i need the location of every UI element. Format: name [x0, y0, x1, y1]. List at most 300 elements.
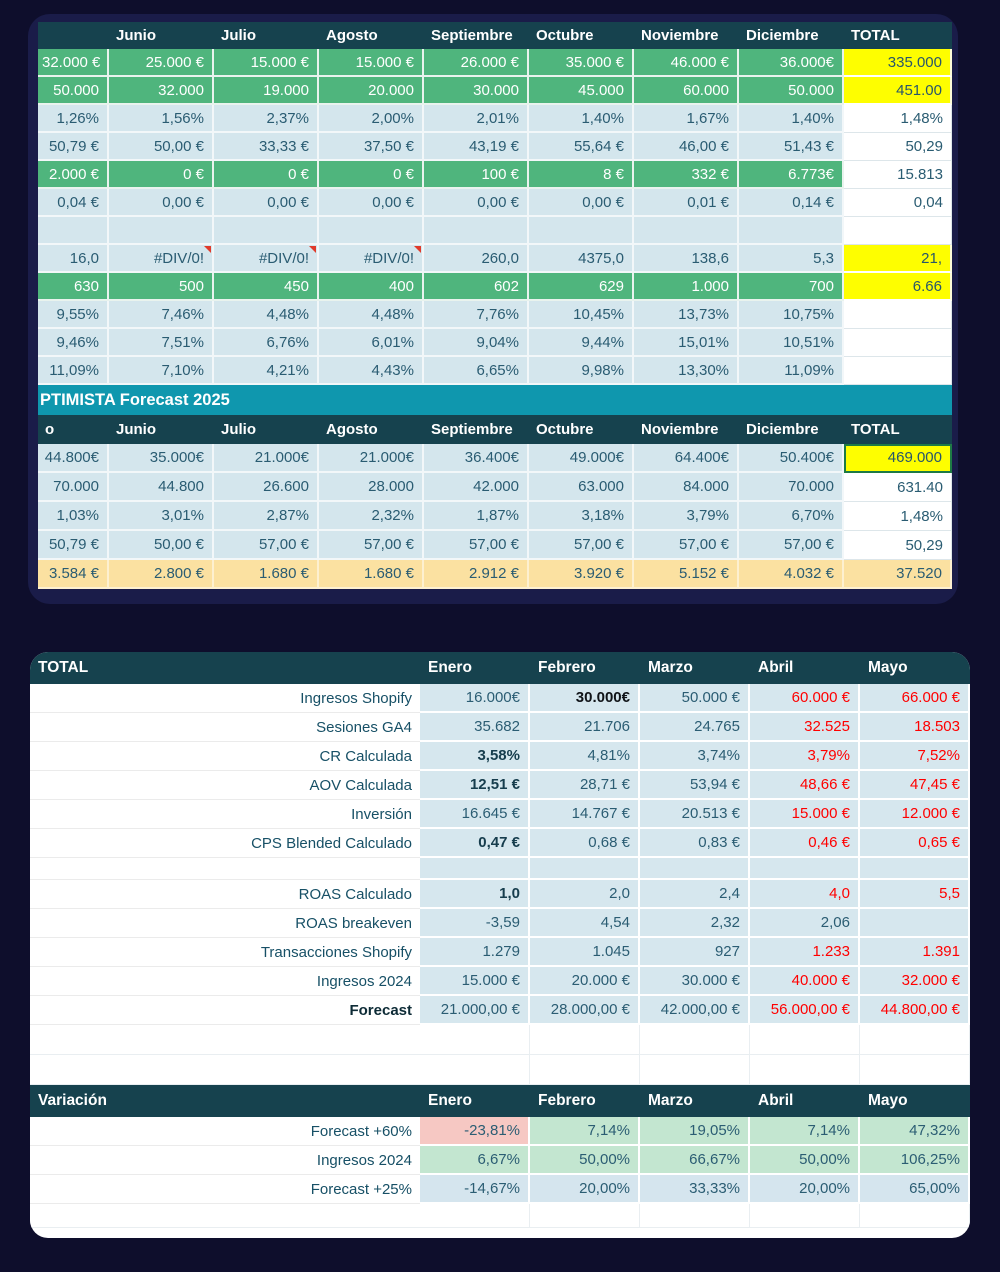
cell[interactable]: 0,04 € — [38, 189, 109, 217]
cell[interactable]: 37,50 € — [319, 133, 424, 161]
column-header[interactable]: Agosto — [319, 22, 424, 49]
cell[interactable]: 46,00 € — [634, 133, 739, 161]
cell[interactable]: 260,0 — [424, 245, 529, 273]
cell[interactable]: 5,3 — [739, 245, 844, 273]
cell[interactable]: 60.000 € — [750, 684, 860, 713]
cell[interactable]: 20,00% — [530, 1175, 640, 1204]
cell[interactable]: 44.800,00 € — [860, 996, 970, 1025]
cell[interactable] — [109, 217, 214, 245]
cell[interactable]: 1,26% — [38, 105, 109, 133]
cell[interactable]: 28,71 € — [530, 771, 640, 800]
column-header[interactable]: Julio — [214, 22, 319, 49]
cell[interactable]: 4.032 € — [739, 560, 844, 589]
cell[interactable]: 0,00 € — [109, 189, 214, 217]
cell[interactable]: #DIV/0! — [214, 245, 319, 273]
cell[interactable]: 4,48% — [214, 301, 319, 329]
cell[interactable]: 5,5 — [860, 880, 970, 909]
cell[interactable]: 4,43% — [319, 357, 424, 385]
cell[interactable] — [750, 1025, 860, 1055]
cell[interactable]: 14.767 € — [530, 800, 640, 829]
cell[interactable]: 16.000€ — [420, 684, 530, 713]
total-cell[interactable]: 50,29 — [844, 133, 952, 161]
column-header[interactable]: Septiembre — [424, 415, 529, 444]
cell[interactable]: 32.000 € — [860, 967, 970, 996]
cell[interactable]: 2,00% — [319, 105, 424, 133]
column-header[interactable]: Junio — [109, 415, 214, 444]
cell[interactable]: 7,52% — [860, 742, 970, 771]
cell[interactable] — [420, 1204, 530, 1228]
cell[interactable]: 28.000 — [319, 473, 424, 502]
cell[interactable]: #DIV/0! — [319, 245, 424, 273]
cell[interactable]: 48,66 € — [750, 771, 860, 800]
cell[interactable] — [420, 858, 530, 880]
cell[interactable]: 30.000€ — [530, 684, 640, 713]
cell[interactable]: 2,01% — [424, 105, 529, 133]
cell[interactable]: 42.000 — [424, 473, 529, 502]
row-label[interactable]: ROAS breakeven — [30, 909, 420, 938]
total-cell[interactable]: 1,48% — [844, 105, 952, 133]
table-row — [38, 77, 952, 105]
cell[interactable]: 33,33 € — [214, 133, 319, 161]
cell[interactable]: 21.000,00 € — [420, 996, 530, 1025]
cell[interactable]: 7,10% — [109, 357, 214, 385]
total-cell[interactable]: 50,29 — [844, 531, 952, 560]
cell[interactable]: 50.000 — [739, 77, 844, 105]
cell[interactable]: 3,01% — [109, 502, 214, 531]
cell[interactable]: 5.152 € — [634, 560, 739, 589]
cell[interactable]: 0,00 € — [424, 189, 529, 217]
cell[interactable] — [750, 858, 860, 880]
cell[interactable]: 15.000 € — [750, 800, 860, 829]
column-header[interactable]: TOTAL — [30, 652, 420, 684]
cell[interactable]: 332 € — [634, 161, 739, 189]
cell[interactable]: 1,40% — [529, 105, 634, 133]
cell[interactable]: 50,00 € — [109, 531, 214, 560]
cell[interactable]: 1,03% — [38, 502, 109, 531]
cell[interactable]: 1.045 — [530, 938, 640, 967]
cell[interactable]: 6,01% — [319, 329, 424, 357]
cell[interactable]: 57,00 € — [214, 531, 319, 560]
cell[interactable]: 7,14% — [750, 1117, 860, 1146]
cell[interactable] — [38, 217, 109, 245]
cell[interactable]: 1.680 € — [319, 560, 424, 589]
cell[interactable]: 36.400€ — [424, 444, 529, 473]
cell[interactable]: 15.000 € — [319, 49, 424, 77]
cell[interactable]: 65,00% — [860, 1175, 970, 1204]
cell[interactable] — [530, 858, 640, 880]
cell[interactable]: 3.920 € — [529, 560, 634, 589]
cell[interactable] — [30, 1025, 420, 1055]
cell[interactable]: 4,81% — [530, 742, 640, 771]
cell[interactable]: 2,32% — [319, 502, 424, 531]
cell[interactable]: 3,18% — [529, 502, 634, 531]
cell[interactable] — [640, 1055, 750, 1085]
cell[interactable]: 60.000 — [634, 77, 739, 105]
cell[interactable]: 927 — [640, 938, 750, 967]
cell[interactable]: 2.000 € — [38, 161, 109, 189]
table-row — [38, 329, 952, 357]
column-header[interactable]: Febrero — [530, 1085, 640, 1117]
cell[interactable] — [424, 217, 529, 245]
cell[interactable]: 500 — [109, 273, 214, 301]
table-row — [30, 938, 970, 967]
cell[interactable]: 1,0 — [420, 880, 530, 909]
cell[interactable]: 50,79 € — [38, 531, 109, 560]
cell[interactable]: 12,51 € — [420, 771, 530, 800]
cell[interactable]: 629 — [529, 273, 634, 301]
column-header[interactable]: TOTAL — [844, 22, 952, 49]
cell[interactable]: 20.513 € — [640, 800, 750, 829]
cell[interactable]: 6,76% — [214, 329, 319, 357]
cell[interactable]: 43,19 € — [424, 133, 529, 161]
cell[interactable]: 15,01% — [634, 329, 739, 357]
row-label[interactable]: CR Calculada — [30, 742, 420, 771]
cell[interactable]: 30.000 € — [640, 967, 750, 996]
cell[interactable] — [530, 1055, 640, 1085]
cell[interactable]: 44.800€ — [38, 444, 109, 473]
cell[interactable]: 3.584 € — [38, 560, 109, 589]
cell[interactable]: 4,0 — [750, 880, 860, 909]
cell[interactable]: 0,46 € — [750, 829, 860, 858]
cell[interactable]: 16.645 € — [420, 800, 530, 829]
cell[interactable]: 0,68 € — [530, 829, 640, 858]
cell[interactable]: 35.000 € — [529, 49, 634, 77]
cell[interactable]: 3,58% — [420, 742, 530, 771]
cell[interactable] — [530, 1025, 640, 1055]
column-header[interactable]: Diciembre — [739, 22, 844, 49]
cell[interactable]: 0,00 € — [214, 189, 319, 217]
cell[interactable]: 106,25% — [860, 1146, 970, 1175]
column-header[interactable]: Noviembre — [634, 415, 739, 444]
column-header[interactable]: Octubre — [529, 415, 634, 444]
cell[interactable] — [860, 1025, 970, 1055]
cell[interactable]: 21.706 — [530, 713, 640, 742]
cell[interactable]: 33,33% — [640, 1175, 750, 1204]
cell[interactable]: 2.800 € — [109, 560, 214, 589]
cell[interactable]: 49.000€ — [529, 444, 634, 473]
cell[interactable]: 6,65% — [424, 357, 529, 385]
column-header[interactable]: Febrero — [530, 652, 640, 684]
cell[interactable]: 57,00 € — [319, 531, 424, 560]
cell[interactable]: 25.000 € — [109, 49, 214, 77]
column-header[interactable]: Enero — [420, 652, 530, 684]
cell[interactable]: 7,14% — [530, 1117, 640, 1146]
cell[interactable]: 1.391 — [860, 938, 970, 967]
optimista-band[interactable] — [38, 385, 952, 415]
cell[interactable]: 100 € — [424, 161, 529, 189]
row-label[interactable]: Sesiones GA4 — [30, 713, 420, 742]
cell[interactable] — [860, 858, 970, 880]
optimista-forecast-table — [38, 415, 952, 589]
selected-cell[interactable]: 469.000 — [844, 444, 952, 473]
cell[interactable]: 50,79 € — [38, 133, 109, 161]
cell[interactable]: 2,32 — [640, 909, 750, 938]
total-cell[interactable]: 631.40 — [844, 473, 952, 502]
row-label[interactable]: Ingresos 2024 — [30, 1146, 420, 1175]
cell[interactable]: 15.000 € — [214, 49, 319, 77]
cell[interactable]: 10,45% — [529, 301, 634, 329]
row-label[interactable]: AOV Calculada — [30, 771, 420, 800]
cell[interactable]: 66.000 € — [860, 684, 970, 713]
row-label[interactable]: Forecast — [30, 996, 420, 1025]
total-cell[interactable] — [844, 357, 952, 385]
total-cell[interactable]: 21, — [844, 245, 952, 273]
cell[interactable]: 21.000€ — [214, 444, 319, 473]
column-header[interactable]: Mayo — [860, 652, 970, 684]
cell[interactable]: 9,98% — [529, 357, 634, 385]
cell[interactable] — [530, 1204, 640, 1228]
column-header[interactable]: o — [38, 415, 109, 444]
row-label[interactable]: Ingresos 2024 — [30, 967, 420, 996]
row-label[interactable]: Transacciones Shopify — [30, 938, 420, 967]
cell[interactable]: 50.000 — [38, 77, 109, 105]
total-cell[interactable] — [844, 217, 952, 245]
cell[interactable]: 1,40% — [739, 105, 844, 133]
row-label[interactable]: ROAS Calculado — [30, 880, 420, 909]
cell[interactable]: 11,09% — [38, 357, 109, 385]
total-cell[interactable] — [844, 329, 952, 357]
cell[interactable]: 70.000 — [739, 473, 844, 502]
row-label[interactable]: CPS Blended Calculado — [30, 829, 420, 858]
cell[interactable]: 47,32% — [860, 1117, 970, 1146]
cell[interactable]: 0,65 € — [860, 829, 970, 858]
cell[interactable]: 3,74% — [640, 742, 750, 771]
cell[interactable]: 30.000 — [424, 77, 529, 105]
cell[interactable]: 1,67% — [634, 105, 739, 133]
cell[interactable]: 450 — [214, 273, 319, 301]
cell[interactable]: 53,94 € — [640, 771, 750, 800]
cell[interactable]: 10,75% — [739, 301, 844, 329]
column-header[interactable]: Septiembre — [424, 22, 529, 49]
cell[interactable]: 13,73% — [634, 301, 739, 329]
cell[interactable] — [860, 1055, 970, 1085]
total-cell[interactable]: 1,48% — [844, 502, 952, 531]
cell[interactable] — [529, 217, 634, 245]
total-cell[interactable]: 0,04 — [844, 189, 952, 217]
cell[interactable]: 630 — [38, 273, 109, 301]
cell[interactable]: 1,87% — [424, 502, 529, 531]
cell[interactable] — [750, 1055, 860, 1085]
cell[interactable]: 19,05% — [640, 1117, 750, 1146]
cell[interactable]: 12.000 € — [860, 800, 970, 829]
cell[interactable]: 9,46% — [38, 329, 109, 357]
cell[interactable]: 138,6 — [634, 245, 739, 273]
cell[interactable]: 11,09% — [739, 357, 844, 385]
cell[interactable]: 9,55% — [38, 301, 109, 329]
cell[interactable]: 56.000,00 € — [750, 996, 860, 1025]
cell[interactable]: 19.000 — [214, 77, 319, 105]
table-row — [30, 858, 970, 880]
column-header[interactable]: Marzo — [640, 1085, 750, 1117]
cell[interactable]: 2.912 € — [424, 560, 529, 589]
column-header[interactable]: Mayo — [860, 1085, 970, 1117]
cell[interactable]: 7,76% — [424, 301, 529, 329]
cell[interactable] — [420, 1055, 530, 1085]
cell[interactable]: 0,47 € — [420, 829, 530, 858]
cell[interactable]: 10,51% — [739, 329, 844, 357]
cell[interactable] — [739, 217, 844, 245]
cell[interactable]: 4375,0 — [529, 245, 634, 273]
cell[interactable]: 1.279 — [420, 938, 530, 967]
total-cell[interactable]: 15.813 — [844, 161, 952, 189]
column-header[interactable]: Enero — [420, 1085, 530, 1117]
cell[interactable]: 0 € — [214, 161, 319, 189]
cell[interactable]: 57,00 € — [529, 531, 634, 560]
cell[interactable]: 20.000 € — [530, 967, 640, 996]
cell[interactable]: 8 € — [529, 161, 634, 189]
column-header[interactable]: Diciembre — [739, 415, 844, 444]
total-cell[interactable]: 335.000 — [844, 49, 952, 77]
row-label[interactable]: Forecast +25% — [30, 1175, 420, 1204]
cell[interactable]: 0,00 € — [529, 189, 634, 217]
column-header[interactable] — [38, 22, 109, 49]
column-header[interactable]: Noviembre — [634, 22, 739, 49]
cell[interactable]: 4,21% — [214, 357, 319, 385]
cell[interactable] — [860, 1204, 970, 1228]
cell[interactable]: 13,30% — [634, 357, 739, 385]
row-label[interactable]: Forecast +60% — [30, 1117, 420, 1146]
cell[interactable] — [30, 858, 420, 880]
column-header[interactable]: TOTAL — [844, 415, 952, 444]
cell[interactable] — [640, 1204, 750, 1228]
cell[interactable]: 0,83 € — [640, 829, 750, 858]
cell[interactable]: 0 € — [319, 161, 424, 189]
cell[interactable]: 1.680 € — [214, 560, 319, 589]
cell[interactable]: 47,45 € — [860, 771, 970, 800]
cell[interactable] — [634, 217, 739, 245]
cell[interactable]: 36.000€ — [739, 49, 844, 77]
cell[interactable] — [640, 1025, 750, 1055]
cell[interactable]: 66,67% — [640, 1146, 750, 1175]
cell[interactable]: 50.400€ — [739, 444, 844, 473]
cell[interactable]: 42.000,00 € — [640, 996, 750, 1025]
column-header[interactable]: Abril — [750, 652, 860, 684]
column-header[interactable]: Junio — [109, 22, 214, 49]
cell[interactable]: 6.773€ — [739, 161, 844, 189]
cell[interactable]: 70.000 — [38, 473, 109, 502]
cell[interactable]: 0,00 € — [319, 189, 424, 217]
cell[interactable]: #DIV/0! — [109, 245, 214, 273]
cell[interactable]: 0,14 € — [739, 189, 844, 217]
cell[interactable]: 1,56% — [109, 105, 214, 133]
cell[interactable]: 26.600 — [214, 473, 319, 502]
cell[interactable]: 64.400€ — [634, 444, 739, 473]
cell[interactable]: 21.000€ — [319, 444, 424, 473]
cell[interactable]: 2,4 — [640, 880, 750, 909]
table-row — [38, 105, 952, 133]
cell[interactable]: 6,70% — [739, 502, 844, 531]
cell[interactable]: 4,48% — [319, 301, 424, 329]
row-label[interactable]: Inversión — [30, 800, 420, 829]
cell[interactable]: 9,44% — [529, 329, 634, 357]
cell[interactable]: 0,01 € — [634, 189, 739, 217]
column-header[interactable]: Variación — [30, 1085, 420, 1117]
cell[interactable] — [860, 909, 970, 938]
total-cell[interactable] — [844, 301, 952, 329]
cell[interactable]: 1.233 — [750, 938, 860, 967]
cell[interactable] — [319, 217, 424, 245]
total-cell[interactable]: 451.00 — [844, 77, 952, 105]
column-header[interactable]: Octubre — [529, 22, 634, 49]
cell[interactable]: 44.800 — [109, 473, 214, 502]
cell[interactable]: 7,51% — [109, 329, 214, 357]
column-header[interactable]: Julio — [214, 415, 319, 444]
cell[interactable]: 4,54 — [530, 909, 640, 938]
cell[interactable]: 50,00 € — [109, 133, 214, 161]
cell[interactable]: 57,00 € — [739, 531, 844, 560]
cell[interactable]: 7,46% — [109, 301, 214, 329]
cell[interactable]: 40.000 € — [750, 967, 860, 996]
total-cell[interactable]: 37.520 — [844, 560, 952, 589]
cell[interactable]: 6,67% — [420, 1146, 530, 1175]
cell[interactable]: 50,00% — [750, 1146, 860, 1175]
cell[interactable]: -14,67% — [420, 1175, 530, 1204]
cell[interactable]: 1.000 — [634, 273, 739, 301]
cell[interactable]: 3,79% — [750, 742, 860, 771]
cell[interactable]: 35.682 — [420, 713, 530, 742]
cell[interactable]: 32.000 € — [38, 49, 109, 77]
cell[interactable]: 57,00 € — [424, 531, 529, 560]
cell[interactable]: -3,59 — [420, 909, 530, 938]
cell[interactable]: 20.000 — [319, 77, 424, 105]
cell[interactable] — [214, 217, 319, 245]
cell[interactable]: 28.000,00 € — [530, 996, 640, 1025]
cell[interactable]: 63.000 — [529, 473, 634, 502]
column-header[interactable]: Abril — [750, 1085, 860, 1117]
row-label[interactable]: Ingresos Shopify — [30, 684, 420, 713]
cell[interactable]: 9,04% — [424, 329, 529, 357]
cell[interactable] — [750, 1204, 860, 1228]
column-header[interactable]: Marzo — [640, 652, 750, 684]
cell[interactable]: 2,06 — [750, 909, 860, 938]
table-row — [38, 301, 952, 329]
cell[interactable]: 35.000€ — [109, 444, 214, 473]
cell[interactable]: 2,37% — [214, 105, 319, 133]
cell[interactable]: 0 € — [109, 161, 214, 189]
cell[interactable]: 700 — [739, 273, 844, 301]
cell[interactable]: 3,79% — [634, 502, 739, 531]
cell[interactable]: 16,0 — [38, 245, 109, 273]
cell[interactable]: 51,43 € — [739, 133, 844, 161]
cell[interactable]: 15.000 € — [420, 967, 530, 996]
cell[interactable]: 55,64 € — [529, 133, 634, 161]
cell[interactable] — [640, 858, 750, 880]
cell[interactable]: 24.765 — [640, 713, 750, 742]
cell[interactable]: 32.000 — [109, 77, 214, 105]
cell[interactable]: 20,00% — [750, 1175, 860, 1204]
cell[interactable]: 18.503 — [860, 713, 970, 742]
cell[interactable] — [420, 1025, 530, 1055]
cell[interactable]: 400 — [319, 273, 424, 301]
cell[interactable]: 50,00% — [530, 1146, 640, 1175]
cell[interactable]: -23,81% — [420, 1117, 530, 1146]
cell[interactable]: 2,87% — [214, 502, 319, 531]
cell[interactable] — [30, 1055, 420, 1085]
cell[interactable]: 602 — [424, 273, 529, 301]
table-row — [30, 1055, 970, 1085]
total-cell[interactable]: 6.66 — [844, 273, 952, 301]
column-header[interactable]: Agosto — [319, 415, 424, 444]
cell[interactable]: 26.000 € — [424, 49, 529, 77]
cell[interactable] — [30, 1204, 420, 1228]
cell[interactable]: 45.000 — [529, 77, 634, 105]
cell[interactable]: 57,00 € — [634, 531, 739, 560]
cell[interactable]: 32.525 — [750, 713, 860, 742]
cell[interactable]: 2,0 — [530, 880, 640, 909]
cell[interactable]: 84.000 — [634, 473, 739, 502]
cell[interactable]: 50.000 € — [640, 684, 750, 713]
cell[interactable]: 46.000 € — [634, 49, 739, 77]
